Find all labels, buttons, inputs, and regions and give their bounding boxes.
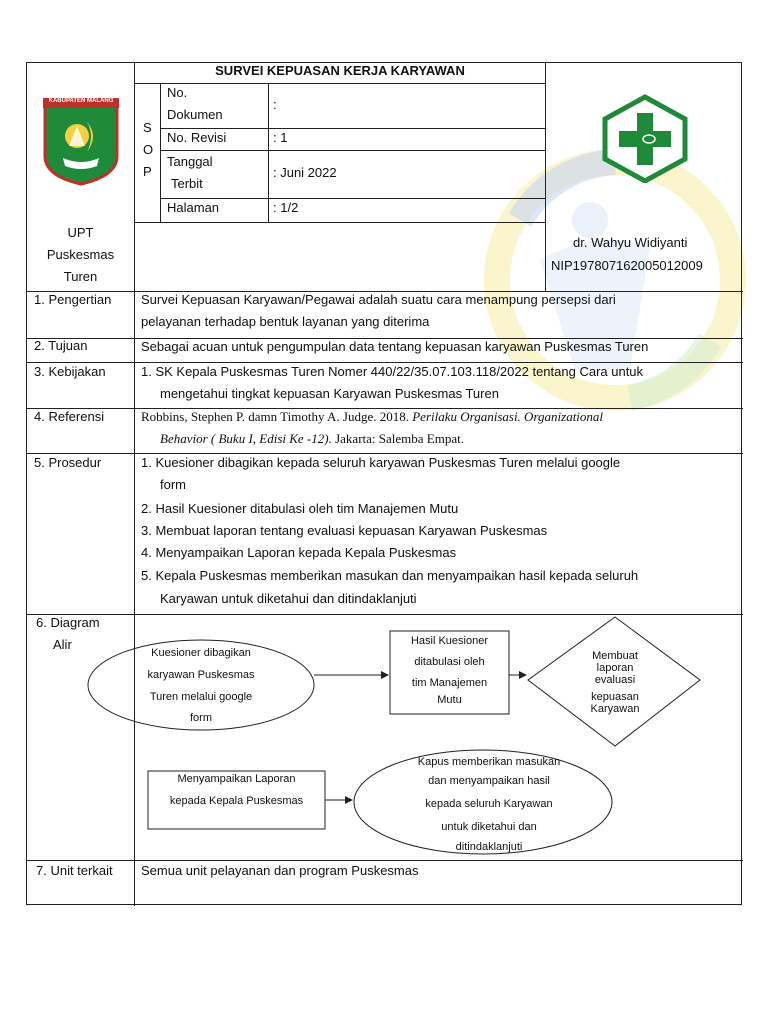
section-tujuan-text: Sebagai acuan untuk pengumpulan data tentang kepuasan karyawan Puskesmas Turen <box>141 339 649 354</box>
prosedur-item-2: 2. Hasil Kuesioner ditabulasi oleh tim Manajemen Mutu <box>141 501 459 516</box>
meta-halaman-label: Halaman <box>167 200 220 215</box>
section-kebijakan-line1: 1. SK Kepala Puskesmas Turen Nomer 440/22/35.07.103.118/2022 tentang Cara untuk <box>141 364 644 379</box>
section-kebijakan-line2: mengetahui tingkat kepuasan Karyawan Puskesmas Turen <box>160 386 499 401</box>
puskesmas-logo <box>599 93 691 183</box>
prosedur-item-1-line1: 1. Kuesioner dibagikan kepada seluruh karyawan Puskesmas Turen melalui google <box>141 455 621 470</box>
signatory-nip: NIP197807162005012009 <box>551 258 703 273</box>
flow-node-4-line1: Menyampaikan Laporan <box>177 773 296 785</box>
section-tujuan-label: 2. Tujuan <box>34 338 88 353</box>
flow-node-3-line2: laporan <box>596 662 634 674</box>
meta-no-dokumen-label-1: No. <box>167 85 188 100</box>
flow-node-1-line4: form <box>190 712 212 724</box>
flow-node-5-line4: untuk diketahui dan <box>441 821 537 833</box>
flow-node-2-line2: ditabulasi oleh <box>414 656 485 668</box>
sop-document <box>26 62 742 905</box>
flow-node-5-line2: dan menyampaikan hasil <box>428 775 550 787</box>
meta-no-revisi-value: : 1 <box>273 130 288 145</box>
section-prosedur-label: 5. Prosedur <box>34 455 102 470</box>
section-pengertian-label: 1. Pengertian <box>34 292 112 307</box>
section-referensi-label: 4. Referensi <box>34 409 105 424</box>
flow-node-2-line4: Mutu <box>437 694 462 706</box>
prosedur-item-1-line2: form <box>160 477 186 492</box>
section-pengertian-line2: pelayanan terhadap bentuk layanan yang diterima <box>141 314 430 329</box>
flow-node-2-line3: tim Manajemen <box>411 677 488 689</box>
sop-letter-p: P <box>143 164 152 179</box>
section-pengertian-line1: Survei Kepuasan Karyawan/Pegawai adalah suatu cara menampung persepsi dari <box>141 292 616 307</box>
unit-name-line1: UPT <box>67 225 94 240</box>
flow-node-3-line1: Membuat <box>592 650 638 662</box>
section-referensi-line1: Robbins, Stephen P. damn Timothy A. Judge. 2018. Perilaku Organisasi. Organizational <box>141 409 604 424</box>
meta-halaman-value: : 1/2 <box>273 200 299 215</box>
flow-node-1-line3: Turen melalui google <box>149 691 253 703</box>
section-unit-terkait-text: Semua unit pelayanan dan program Puskesmas <box>141 863 419 878</box>
prosedur-item-5-line2: Karyawan untuk diketahui dan ditindaklanjuti <box>160 591 417 606</box>
meta-tanggal-value: : Juni 2022 <box>273 165 337 180</box>
section-diagram-label-2: Alir <box>53 637 72 652</box>
meta-no-revisi-label: No. Revisi <box>167 130 227 145</box>
flow-node-3-line5: Karyawan <box>590 703 640 715</box>
sop-letter-s: S <box>143 120 152 135</box>
prosedur-item-4: 4. Menyampaikan Laporan kepada Kepala Puskesmas <box>141 545 457 560</box>
section-referensi-line2: Behavior ( Buku I, Edisi Ke -12). Jakarta: Salemba Empat. <box>160 431 464 446</box>
kabupaten-malang-logo-caption: KABUPATEN MALANG <box>48 98 114 104</box>
unit-name-line2: Puskesmas <box>46 247 115 262</box>
flow-node-4-line2: kepada Kepala Puskesmas <box>169 795 304 807</box>
signatory-name: dr. Wahyu Widiyanti <box>573 235 688 250</box>
flow-node-3-line3: evaluasi <box>594 674 636 686</box>
flow-node-3-line4: kepuasan <box>591 691 639 703</box>
section-kebijakan-label: 3. Kebijakan <box>34 364 106 379</box>
prosedur-item-3: 3. Membuat laporan tentang evaluasi kepuasan Karyawan Puskesmas <box>141 523 548 538</box>
unit-name-line3: Turen <box>63 269 98 284</box>
sop-letter-o: O <box>143 142 154 157</box>
meta-tanggal-label-2: Terbit <box>171 176 203 191</box>
flow-node-1-line1: Kuesioner dibagikan <box>151 647 251 659</box>
prosedur-item-5-line1: 5. Kepala Puskesmas memberikan masukan dan menyampaikan hasil kepada seluruh <box>141 568 639 583</box>
document-title: SURVEI KEPUASAN KERJA KARYAWAN <box>215 63 465 78</box>
section-unit-terkait-label: 7. Unit terkait <box>36 863 113 878</box>
meta-tanggal-label-1: Tanggal <box>167 154 213 169</box>
meta-no-dokumen-value: : <box>273 97 277 112</box>
flow-node-1-line2: karyawan Puskesmas <box>147 669 255 681</box>
flow-node-5-line1: Kapus memberikan masukan <box>417 756 561 768</box>
flow-node-2-line1: Hasil Kuesioner <box>410 635 489 647</box>
section-diagram-label-1: 6. Diagram <box>36 615 100 630</box>
flow-node-5-line3: kepada seluruh Karyawan <box>425 798 553 810</box>
kabupaten-malang-logo <box>41 96 121 186</box>
meta-no-dokumen-label-2: Dokumen <box>167 107 223 122</box>
flow-node-5-line5: ditindaklanjuti <box>455 841 523 853</box>
